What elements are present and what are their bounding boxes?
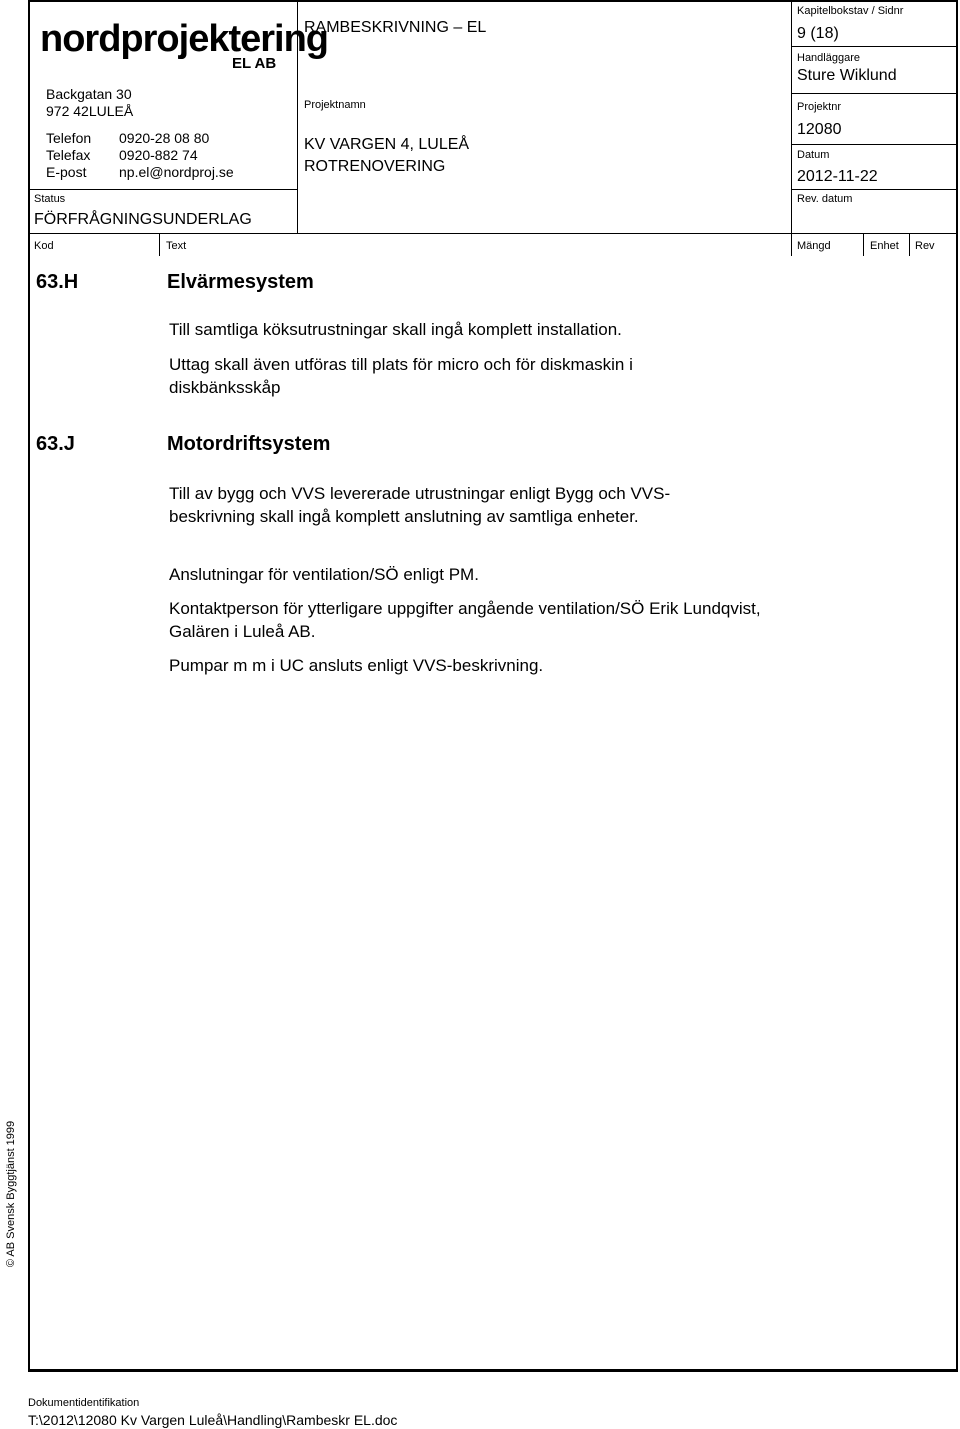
header-divider-2: [791, 0, 792, 256]
status-line: [28, 189, 297, 190]
project-name-line-1: KV VARGEN 4, LULEÅ: [304, 136, 470, 153]
company-logo: nordprojektering: [40, 18, 329, 60]
doc-type: RAMBESKRIVNING – EL: [304, 19, 487, 36]
col-divider-rev: [909, 233, 910, 256]
company-address-1: Backgatan 30: [46, 86, 132, 102]
project-name-line-2: ROTRENOVERING: [304, 158, 446, 175]
section-code: 63.H: [36, 271, 79, 293]
right-line-4: [791, 189, 958, 190]
rev-date-label: Rev. datum: [797, 193, 853, 205]
section-title: Motordriftsystem: [167, 433, 331, 455]
section-paragraph: Kontaktperson för ytterligare uppgifter angående ventilation/SÖ Erik Lundqvist, Galären i Luleå AB.: [169, 599, 761, 641]
section-title: Elvärmesystem: [167, 271, 314, 293]
date-value: 2012-11-22: [797, 168, 878, 185]
section-paragraph: Pumpar m m i UC ansluts enligt VVS-beskrivning.: [169, 656, 544, 675]
right-line-2: [791, 93, 958, 94]
column-header-rev: Rev: [915, 240, 935, 252]
section-paragraph: Uttag skall även utföras till plats för micro och för diskmaskin i diskbänksskåp: [169, 355, 633, 397]
column-header-text: Text: [166, 240, 187, 252]
doc-id-value: T:\2012\12080 Kv Vargen Luleå\Handling\Rambeskr EL.doc: [28, 1412, 398, 1428]
col-divider-text: [159, 233, 160, 256]
right-line-3: [791, 144, 958, 145]
email-value: np.el@nordproj.se: [119, 164, 234, 180]
project-no-value: 12080: [797, 121, 842, 138]
section-paragraph: Anslutningar för ventilation/SÖ enligt PM.: [169, 565, 479, 584]
column-header-mangd: Mängd: [797, 240, 831, 252]
handler-value: Sture Wiklund: [797, 67, 897, 84]
column-header-enhet: Enhet: [870, 240, 899, 252]
status-value: FÖRFRÅGNINGSUNDERLAG: [34, 211, 252, 228]
company-address-2: 972 42LULEÅ: [46, 103, 134, 119]
copyright-note: © AB Svensk Byggtjänst 1999: [5, 1120, 18, 1268]
handler-label: Handläggare: [797, 52, 860, 64]
column-header-kod: Kod: [34, 240, 54, 252]
section-paragraph: Till av bygg och VVS levererade utrustningar enligt Bygg och VVS-beskrivning skall ingå komplett anslutning av samtliga enheter.: [169, 484, 671, 526]
page-frame: [28, 0, 958, 1371]
fax-value: 0920-882 74: [119, 147, 198, 163]
date-label: Datum: [797, 149, 830, 161]
section-code: 63.J: [36, 433, 75, 455]
status-label: Status: [34, 193, 66, 205]
phone-value: 0920-28 08 80: [119, 130, 210, 146]
phone-label: Telefon: [46, 130, 92, 146]
project-name-label: Projektnamn: [304, 99, 366, 111]
fax-label: Telefax: [46, 147, 91, 163]
chapter-label: Kapitelbokstav / Sidnr: [797, 5, 904, 17]
header-bottom-line: [28, 233, 958, 234]
company-logo-sub: EL AB: [232, 55, 277, 72]
right-line-1: [791, 46, 958, 47]
section-paragraph: Till samtliga köksutrustningar skall ingå komplett installation.: [169, 320, 622, 339]
doc-id-label: Dokumentidentifikation: [28, 1397, 140, 1409]
email-label: E-post: [46, 164, 87, 180]
chapter-value: 9 (18): [797, 25, 839, 42]
col-divider-enhet: [863, 233, 864, 256]
project-no-label: Projektnr: [797, 101, 842, 113]
footer-line: [28, 1371, 958, 1372]
